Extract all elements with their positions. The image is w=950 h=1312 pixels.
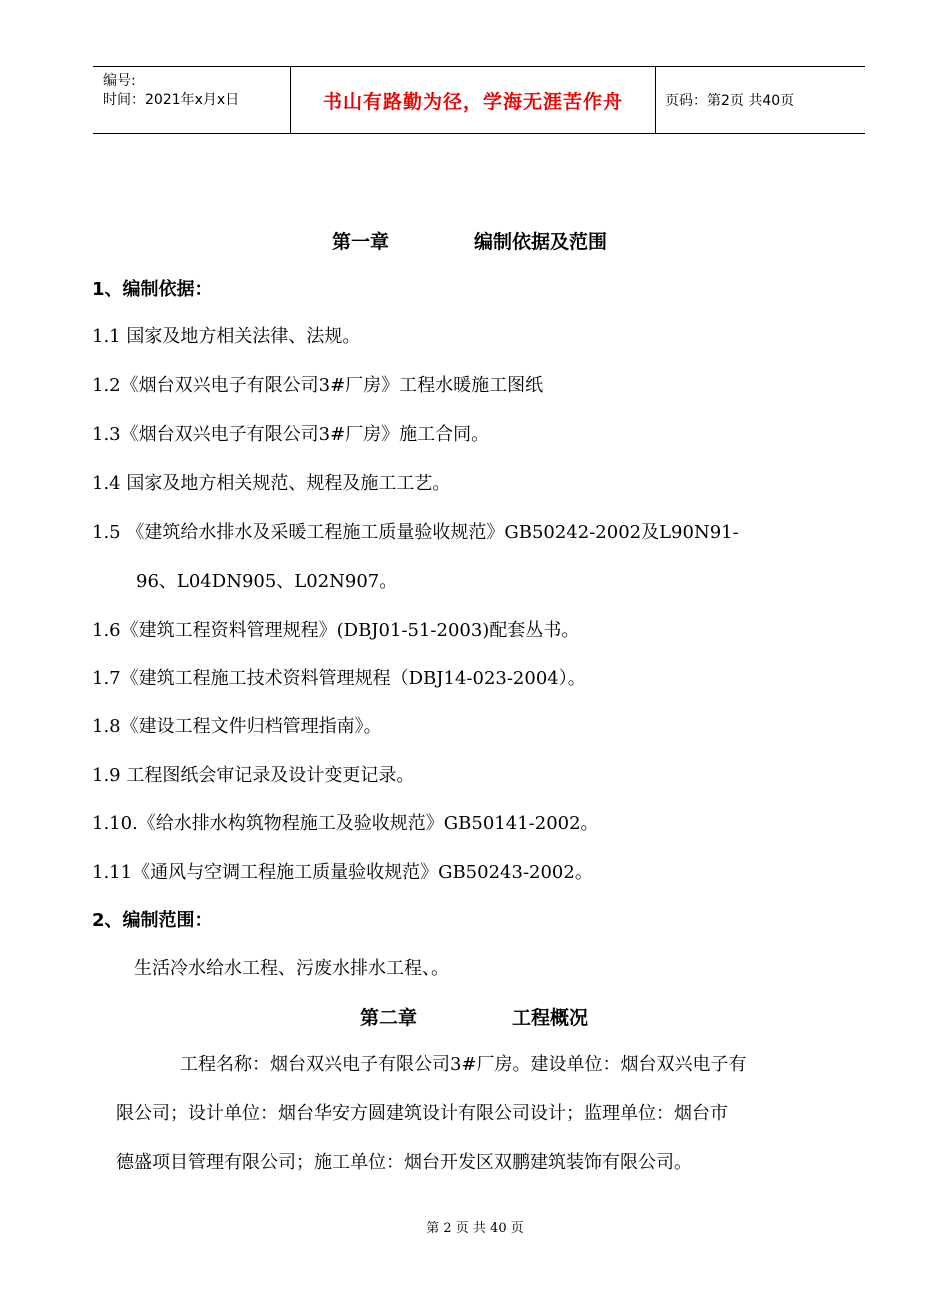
chapter1-title: 编制依据及范围 (474, 231, 608, 253)
list-item: 1.10.《给水排水构筑物程施工及验收规范》GB50141-2002。 (92, 813, 599, 834)
chapter1-number: 第一章 (332, 231, 390, 253)
list-item: 1.6《建筑工程资料管理规程》(DBJ01-51-2003)配套丛书。 (92, 620, 580, 641)
header-page-cell (655, 67, 875, 133)
list-item: 1.3《烟台双兴电子有限公司3#厂房》施工合同。 (92, 424, 490, 445)
list-item: 1.5 《建筑给水排水及采暖工程施工质量验收规范》GB50242-2002及L90N91- (92, 522, 739, 543)
chapter2-number: 第二章 (360, 1007, 418, 1029)
header-motto-cell (290, 67, 656, 133)
overview-line: 工程名称：烟台双兴电子有限公司3#厂房。建设单位：烟台双兴电子有 (180, 1054, 747, 1075)
page-header (93, 66, 865, 134)
document-number-label: 编号: (103, 73, 136, 89)
list-item: 1.4 国家及地方相关规范、规程及施工工艺。 (92, 473, 451, 494)
list-item: 96、L04DN905、L02N907。 (136, 571, 398, 592)
document-time-label: 时间：2021年x月x日 (103, 92, 240, 108)
section2-text: 生活冷水给水工程、污废水排水工程、。 (134, 958, 449, 979)
list-item: 1.7《建筑工程施工技术资料管理规程（DBJ14-023-2004）。 (92, 668, 586, 689)
header-left-cell (93, 67, 290, 133)
page-footer: 第 2 页 共 40 页 (426, 1221, 524, 1236)
chapter2-title: 工程概况 (512, 1007, 589, 1029)
list-item: 1.8《建设工程文件归档管理指南》。 (92, 716, 382, 737)
list-item: 1.2《烟台双兴电子有限公司3#厂房》工程水暖施工图纸 (92, 375, 544, 396)
list-item: 1.1 国家及地方相关法律、法规。 (92, 326, 361, 347)
list-item: 1.11《通风与空调工程施工质量验收规范》GB50243-2002。 (92, 862, 593, 883)
list-item: 1.9 工程图纸会审记录及设计变更记录。 (92, 765, 415, 786)
section1-heading: 1、编制依据： (92, 279, 213, 300)
overview-line: 德盛项目管理有限公司；施工单位：烟台开发区双鹏建筑装饰有限公司。 (116, 1152, 692, 1173)
header-motto: 书山有路勤为径，学海无涯苦作舟 (322, 90, 623, 113)
section2-heading: 2、编制范围： (92, 910, 213, 931)
header-page-code: 页码：第2页 共40页 (665, 93, 795, 109)
overview-line: 限公司；设计单位：烟台华安方圆建筑设计有限公司设计；监理单位：烟台市 (116, 1103, 728, 1124)
